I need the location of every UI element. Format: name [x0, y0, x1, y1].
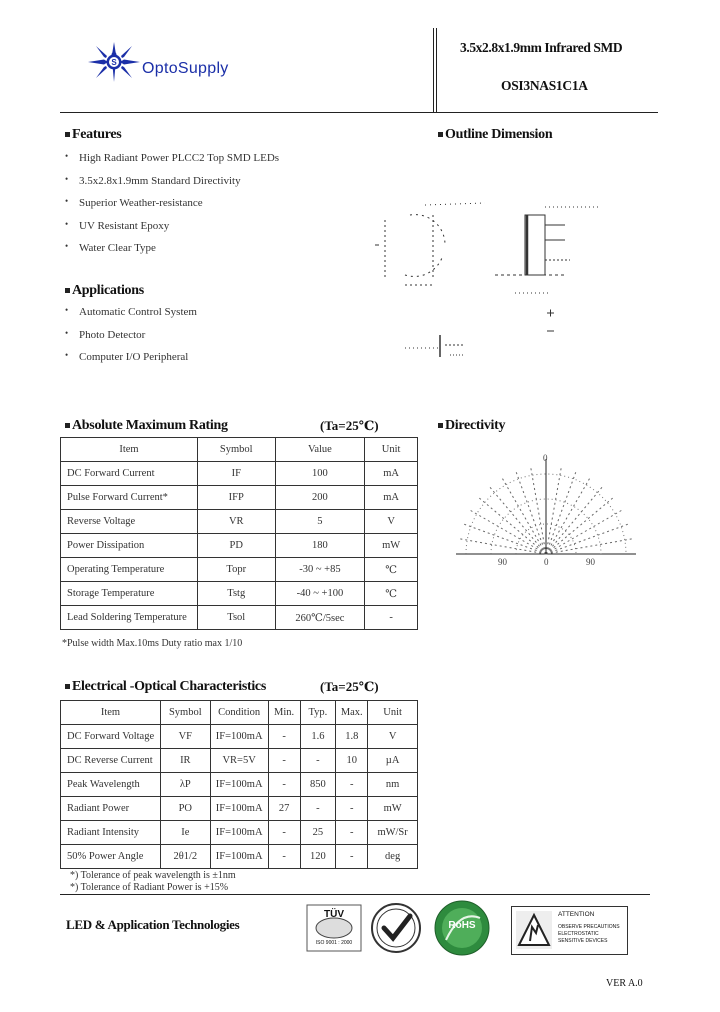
list-item: • UV Resistant Epoxy [62, 220, 279, 243]
quality-check-badge [370, 902, 422, 954]
part-number: OSI3NAS1C1A [501, 78, 588, 93]
footer-rule [60, 894, 650, 895]
features-list [62, 152, 279, 265]
table-header: Item [61, 438, 198, 462]
header-rule [60, 112, 658, 113]
directivity-label-right: 90 [586, 557, 595, 567]
company-logo [84, 40, 284, 84]
directivity-spoke [546, 510, 622, 554]
outline-drawing [365, 185, 610, 375]
table-row: Storage Temperature Tstg -40 ~ +100 ℃ [61, 582, 418, 606]
header-divider [436, 28, 437, 112]
abs-max-condition: (Ta=25℃) [320, 418, 379, 433]
abs-max-table [60, 437, 418, 630]
tuv-label: TÜV [324, 909, 344, 920]
product-title: 3.5x2.8x1.9mm Infrared SMD [460, 40, 623, 55]
attention-line: ELECTROSTATIC [558, 931, 599, 937]
directivity-spoke [546, 478, 590, 554]
esd-warning-icon [516, 911, 552, 949]
table-row: DC Forward Voltage VF IF=100mA - 1.6 1.8 V [61, 725, 418, 749]
header-divider-inner [433, 28, 434, 112]
iso-label: ISO 9001 : 2000 [315, 940, 353, 946]
features-heading: Features [65, 127, 121, 143]
directivity-spoke [516, 471, 546, 554]
directivity-spoke [546, 524, 629, 554]
outline-heading: Outline Dimension [438, 127, 552, 143]
directivity-chart [440, 450, 660, 576]
table-row: DC Reverse Current IR VR=5V - - 10 µA [61, 749, 418, 773]
eo-note-1: *) Tolerance of peak wavelength is ±1nm [70, 870, 236, 881]
table-header: Unit [365, 438, 418, 462]
table-row: 50% Power Angle 2θ1/2 IF=100mA - 120 - deg [61, 845, 418, 869]
attention-line: OBSERVE PRECAUTIONS [558, 924, 620, 930]
directivity-label-top: 0 [543, 453, 548, 463]
list-item: • 3.5x2.8x1.9mm Standard Directivity [62, 175, 279, 198]
logo-star-icon [88, 42, 140, 82]
directivity-label-left: 90 [498, 557, 507, 567]
applications-heading: Applications [65, 283, 144, 299]
abs-max-heading: Absolute Maximum Rating [65, 418, 228, 434]
table-row: Power Dissipation PD 180 mW [61, 534, 418, 558]
table-row: Radiant Power PO IF=100mA 27 - - mW [61, 797, 418, 821]
table-row: DC Forward Current IF 100 mA [61, 462, 418, 486]
rohs-badge [430, 900, 494, 956]
list-item: • Automatic Control System [62, 306, 197, 329]
attention-line: SENSITIVE DEVICES [558, 938, 608, 944]
tuv-iso-badge [306, 904, 362, 952]
directivity-spoke [470, 510, 546, 554]
directivity-spoke [546, 471, 576, 554]
footer-slogan: LED & Application Technologies [66, 917, 240, 932]
company-name: OptoSupply [142, 60, 229, 77]
list-item: • Water Clear Type [62, 242, 279, 265]
eo-heading: Electrical -Optical Characteristics [65, 679, 266, 695]
eo-condition: (Ta=25℃) [320, 679, 379, 694]
directivity-spoke [463, 524, 546, 554]
eo-note-2: *) Tolerance of Radiant Power is +15% [70, 882, 229, 893]
directivity-spoke [502, 478, 546, 554]
table-row: Lead Soldering Temperature Tsol 260℃/5sec - [61, 606, 418, 630]
table-row: Radiant Intensity Ie IF=100mA - 25 - mW/Sr [61, 821, 418, 845]
table-row: Operating Temperature Topr -30 ~ +85 ℃ [61, 558, 418, 582]
table-header-row [61, 438, 418, 462]
list-item: • High Radiant Power PLCC2 Top SMD LEDs [62, 152, 279, 175]
table-header: Value [275, 438, 365, 462]
list-item: • Superior Weather-resistance [62, 197, 279, 220]
eo-table [60, 700, 418, 869]
directivity-heading: Directivity [438, 418, 505, 434]
list-item: • Computer I/O Peripheral [62, 351, 197, 374]
svg-text:S: S [111, 58, 117, 67]
applications-list [62, 306, 197, 374]
list-item: • Photo Detector [62, 329, 197, 352]
table-row: Reverse Voltage VR 5 V [61, 510, 418, 534]
version-label: VER A.0 [606, 978, 643, 989]
table-row: Peak Wavelength λP IF=100mA - 850 - nm [61, 773, 418, 797]
table-row: Pulse Forward Current* IFP 200 mA [61, 486, 418, 510]
table-header-row: Item Symbol Condition Min. Typ. Max. Unit [61, 701, 418, 725]
esd-attention-label [511, 906, 628, 955]
abs-max-note: *Pulse width Max.10ms Duty ratio max 1/10 [62, 638, 243, 649]
table-header: Symbol [197, 438, 275, 462]
attention-title: ATTENTION [558, 911, 595, 918]
directivity-label-center: 0 [544, 557, 549, 567]
rohs-label: RoHS [448, 920, 476, 931]
